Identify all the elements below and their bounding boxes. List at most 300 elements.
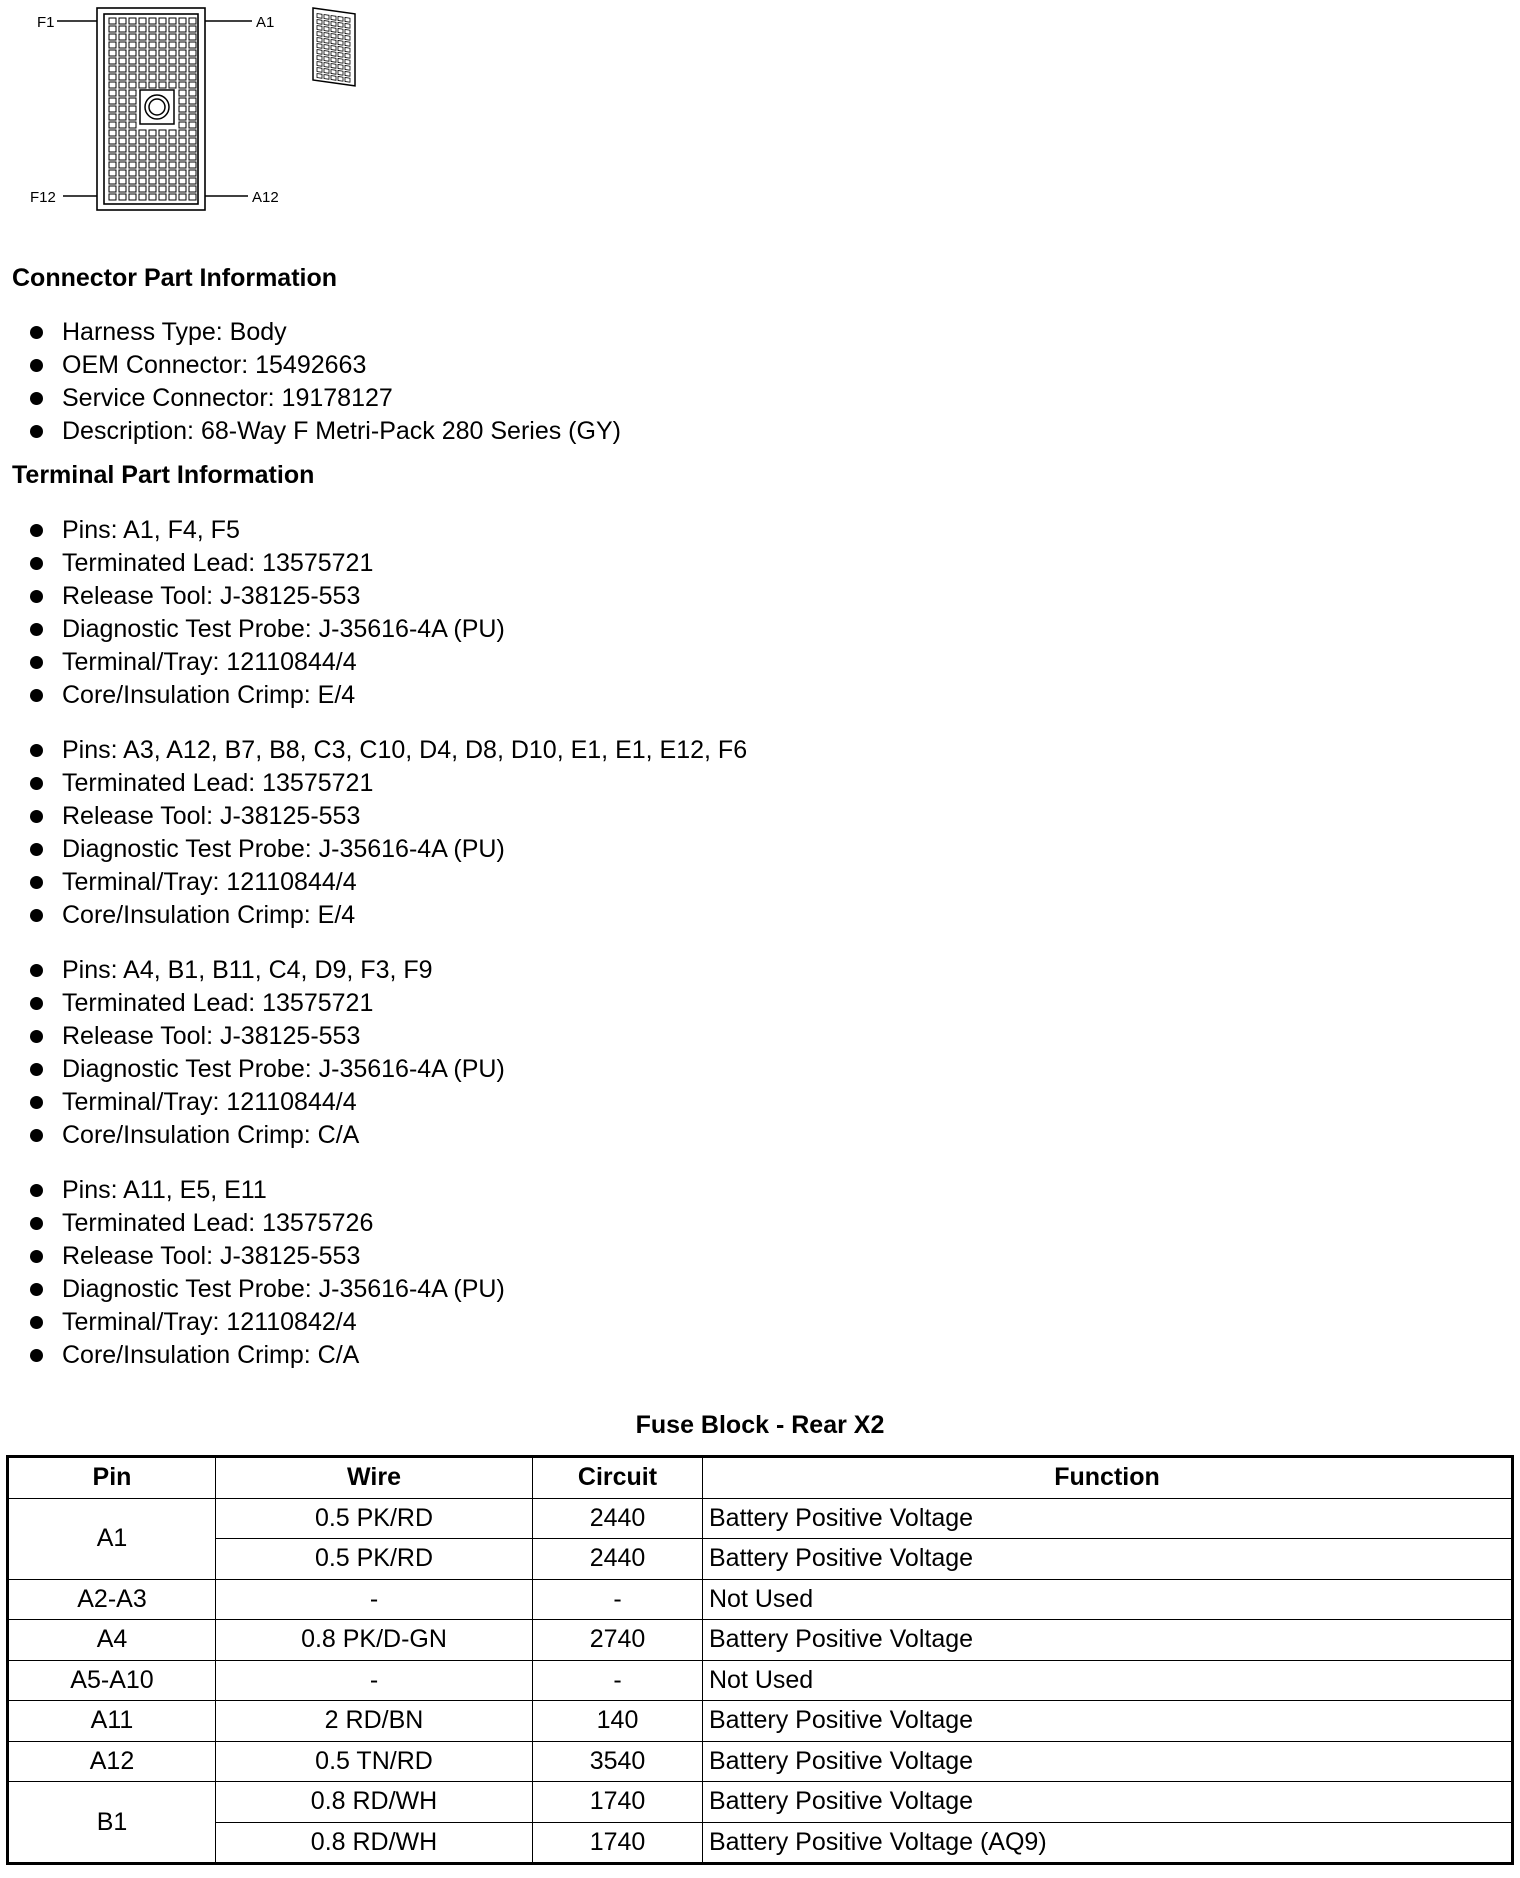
side-cavity	[331, 70, 336, 75]
cavity	[189, 18, 196, 24]
list-item: Core/Insulation Crimp: C/A	[0, 1119, 505, 1152]
side-cavity	[331, 46, 336, 51]
cavity	[109, 90, 116, 96]
cavity	[179, 186, 186, 192]
terminal-group-2	[0, 734, 747, 932]
side-cavity	[345, 77, 350, 82]
cavity	[149, 74, 156, 80]
table-caption: Fuse Block - Rear X2	[635, 1411, 885, 1439]
cavity	[129, 130, 136, 136]
side-cavity	[345, 35, 350, 40]
cavity	[129, 194, 136, 200]
cavity	[119, 186, 126, 192]
cavity	[129, 178, 136, 184]
list-item: Diagnostic Test Probe: J-35616-4A (PU)	[0, 613, 505, 646]
cavity	[129, 50, 136, 56]
cavity	[149, 146, 156, 152]
cavity	[149, 130, 156, 136]
cavity	[179, 138, 186, 144]
cavity	[159, 194, 166, 200]
side-cavity	[338, 71, 343, 76]
cavity	[139, 154, 146, 160]
side-cavity	[331, 76, 336, 81]
cavity	[109, 74, 116, 80]
side-cavity	[331, 58, 336, 63]
list-item: Pins: A4, B1, B11, C4, D9, F3, F9	[0, 954, 505, 987]
side-cavity	[338, 29, 343, 34]
cavity	[159, 146, 166, 152]
cavity	[119, 146, 126, 152]
cavity	[109, 162, 116, 168]
cavity	[109, 34, 116, 40]
cavity	[189, 50, 196, 56]
list-item: Terminated Lead: 13575721	[0, 987, 505, 1020]
circuit-cell: 2740	[533, 1620, 703, 1661]
cavity	[189, 194, 196, 200]
cavity	[169, 42, 176, 48]
cavity	[149, 34, 156, 40]
side-cavity	[345, 53, 350, 58]
cavity	[149, 178, 156, 184]
cavity	[139, 26, 146, 32]
cavity	[109, 42, 116, 48]
table-row	[8, 1782, 1513, 1823]
cavity	[179, 114, 186, 120]
cavity	[129, 154, 136, 160]
cavity	[109, 114, 116, 120]
cavity	[149, 26, 156, 32]
cavity	[169, 130, 176, 136]
cavity	[159, 58, 166, 64]
side-cavity	[338, 59, 343, 64]
cavity	[189, 74, 196, 80]
cavity	[109, 106, 116, 112]
cavity	[159, 178, 166, 184]
cavity	[189, 42, 196, 48]
cavity	[169, 186, 176, 192]
circuit-cell: -	[533, 1579, 703, 1620]
list-item: OEM Connector: 15492663	[0, 349, 621, 382]
terminal-group-3	[0, 954, 505, 1152]
side-cavity	[324, 27, 329, 32]
list-item: Terminal/Tray: 12110844/4	[0, 646, 505, 679]
side-cavity	[345, 23, 350, 28]
cavity	[139, 194, 146, 200]
list-item: Pins: A3, A12, B7, B8, C3, C10, D4, D8, D10, E1, E1, E12, F6	[0, 734, 747, 767]
side-cavity	[331, 22, 336, 27]
cavity	[179, 178, 186, 184]
function-cell: Battery Positive Voltage	[703, 1498, 1513, 1539]
cavity	[169, 162, 176, 168]
side-cavity	[324, 21, 329, 26]
list-item: Release Tool: J-38125-553	[0, 1020, 505, 1053]
connector-side-view-icon	[313, 8, 355, 86]
side-cavity	[324, 57, 329, 62]
cavity	[109, 66, 116, 72]
side-cavity	[324, 39, 329, 44]
cavity	[179, 58, 186, 64]
cavity	[179, 74, 186, 80]
cavity	[149, 50, 156, 56]
cavity	[129, 26, 136, 32]
pinout-table	[6, 1455, 1514, 1865]
cavity	[149, 18, 156, 24]
side-cavity	[338, 35, 343, 40]
cavity	[119, 50, 126, 56]
table-header-row	[8, 1457, 1513, 1499]
side-cavity	[345, 59, 350, 64]
side-cavity	[331, 52, 336, 57]
cavity	[189, 170, 196, 176]
circuit-cell: 1740	[533, 1782, 703, 1823]
list-item: Terminal/Tray: 12110844/4	[0, 1086, 505, 1119]
list-item: Diagnostic Test Probe: J-35616-4A (PU)	[0, 833, 747, 866]
cavity	[169, 154, 176, 160]
cavity	[129, 162, 136, 168]
side-cavity	[345, 47, 350, 52]
cavity	[109, 170, 116, 176]
cavity	[119, 34, 126, 40]
cavity	[189, 66, 196, 72]
function-cell: Not Used	[703, 1579, 1513, 1620]
cavity	[179, 146, 186, 152]
cavity	[189, 90, 196, 96]
cavity	[179, 122, 186, 128]
pin-cell: A4	[8, 1620, 216, 1661]
side-cavity	[345, 17, 350, 22]
cavity	[129, 114, 136, 120]
side-cavity	[331, 16, 336, 21]
cavity	[169, 58, 176, 64]
cavity	[179, 50, 186, 56]
table-row	[8, 1498, 1513, 1539]
list-item: Pins: A11, E5, E11	[0, 1174, 505, 1207]
cavity	[119, 114, 126, 120]
cavity	[179, 42, 186, 48]
cavity	[119, 170, 126, 176]
side-cavity	[324, 15, 329, 20]
wire-cell: 0.8 RD/WH	[216, 1782, 533, 1823]
list-item: Terminal/Tray: 12110844/4	[0, 866, 747, 899]
list-item: Terminated Lead: 13575721	[0, 547, 505, 580]
list-item: Release Tool: J-38125-553	[0, 580, 505, 613]
cavity	[189, 114, 196, 120]
cavity	[159, 186, 166, 192]
circuit-cell: 2440	[533, 1539, 703, 1580]
wire-cell: -	[216, 1660, 533, 1701]
table-row	[8, 1701, 1513, 1742]
cavity	[179, 18, 186, 24]
list-item: Release Tool: J-38125-553	[0, 1240, 505, 1273]
cavity	[119, 74, 126, 80]
side-cavity	[331, 40, 336, 45]
side-cavity	[338, 53, 343, 58]
cavity	[129, 138, 136, 144]
side-cavity	[338, 65, 343, 70]
cavity	[109, 186, 116, 192]
column-header-circuit: Circuit	[533, 1457, 703, 1499]
side-cavity	[338, 77, 343, 82]
cavity	[139, 74, 146, 80]
cavity	[129, 186, 136, 192]
side-cavity	[331, 64, 336, 69]
table-row	[8, 1660, 1513, 1701]
cavity	[119, 122, 126, 128]
list-item: Core/Insulation Crimp: C/A	[0, 1339, 505, 1372]
cavity	[169, 34, 176, 40]
cavity	[149, 66, 156, 72]
cavity	[189, 106, 196, 112]
cavity	[159, 74, 166, 80]
wire-cell: 0.8 RD/WH	[216, 1822, 533, 1864]
cavity	[169, 18, 176, 24]
cavity	[109, 26, 116, 32]
cavity	[149, 186, 156, 192]
side-cavity	[331, 28, 336, 33]
cavity	[139, 162, 146, 168]
pin-cell: A11	[8, 1701, 216, 1742]
pin-cell: B1	[8, 1782, 216, 1864]
cavity	[149, 194, 156, 200]
column-header-wire: Wire	[216, 1457, 533, 1499]
terminal-part-info-heading: Terminal Part Information	[12, 461, 315, 489]
side-cavity	[324, 45, 329, 50]
cavity	[109, 138, 116, 144]
side-cavity	[324, 75, 329, 80]
cavity	[119, 98, 126, 104]
cavity	[169, 194, 176, 200]
cavity	[149, 58, 156, 64]
cavity	[109, 82, 116, 88]
cavity	[139, 130, 146, 136]
cavity	[109, 178, 116, 184]
cavity	[139, 18, 146, 24]
cavity	[159, 154, 166, 160]
cavity	[109, 154, 116, 160]
cavity	[179, 106, 186, 112]
cavity	[179, 194, 186, 200]
list-item: Core/Insulation Crimp: E/4	[0, 679, 505, 712]
cavity	[129, 66, 136, 72]
cavity	[139, 178, 146, 184]
terminal-group-4	[0, 1174, 505, 1372]
wire-cell: 0.8 PK/D-GN	[216, 1620, 533, 1661]
cavity	[189, 130, 196, 136]
wire-cell: 0.5 PK/RD	[216, 1498, 533, 1539]
cavity	[159, 50, 166, 56]
cavity	[179, 66, 186, 72]
cavity	[129, 106, 136, 112]
side-cavity	[317, 44, 322, 49]
center-key	[140, 90, 174, 124]
terminal-group-1	[0, 514, 505, 712]
cavity	[179, 170, 186, 176]
side-cavity	[317, 20, 322, 25]
side-cavity	[317, 38, 322, 43]
list-item: Diagnostic Test Probe: J-35616-4A (PU)	[0, 1273, 505, 1306]
cavity	[119, 82, 126, 88]
cavity	[139, 58, 146, 64]
side-cavity	[338, 41, 343, 46]
table-row	[8, 1539, 1513, 1580]
cavity	[159, 82, 166, 88]
function-cell: Battery Positive Voltage	[703, 1620, 1513, 1661]
side-cavity	[317, 14, 322, 19]
cavity	[139, 170, 146, 176]
cavity	[109, 146, 116, 152]
list-item: Diagnostic Test Probe: J-35616-4A (PU)	[0, 1053, 505, 1086]
cavity	[109, 122, 116, 128]
circuit-cell: 3540	[533, 1741, 703, 1782]
cavity	[189, 154, 196, 160]
cavity	[149, 42, 156, 48]
cavity	[129, 82, 136, 88]
circuit-cell: 2440	[533, 1498, 703, 1539]
cavity	[189, 138, 196, 144]
cavity	[179, 90, 186, 96]
side-cavity	[345, 65, 350, 70]
side-cavity	[317, 74, 322, 79]
cavity	[169, 146, 176, 152]
cavity	[119, 90, 126, 96]
pin-cell: A5-A10	[8, 1660, 216, 1701]
list-item: Terminal/Tray: 12110842/4	[0, 1306, 505, 1339]
cavity	[119, 194, 126, 200]
list-item: Service Connector: 19178127	[0, 382, 621, 415]
cavity	[139, 50, 146, 56]
cavity	[119, 66, 126, 72]
cavity	[129, 122, 136, 128]
cavity	[139, 138, 146, 144]
cavity	[129, 42, 136, 48]
table-row	[8, 1579, 1513, 1620]
side-cavity	[317, 50, 322, 55]
cavity	[129, 146, 136, 152]
list-item: Pins: A1, F4, F5	[0, 514, 505, 547]
cavity	[169, 74, 176, 80]
function-cell: Battery Positive Voltage (AQ9)	[703, 1822, 1513, 1864]
cavity	[189, 122, 196, 128]
cavity	[159, 34, 166, 40]
side-cavity	[324, 51, 329, 56]
function-cell: Battery Positive Voltage	[703, 1701, 1513, 1742]
side-cavity	[345, 29, 350, 34]
pin-cell: A12	[8, 1741, 216, 1782]
circuit-cell: 140	[533, 1701, 703, 1742]
cavity	[159, 130, 166, 136]
circuit-cell: 1740	[533, 1822, 703, 1864]
cavity	[129, 34, 136, 40]
cavity	[119, 138, 126, 144]
cavity	[119, 26, 126, 32]
cavity	[169, 82, 176, 88]
side-cavity	[324, 69, 329, 74]
cavity	[139, 146, 146, 152]
cavity	[109, 50, 116, 56]
cavity	[149, 82, 156, 88]
cavity	[149, 154, 156, 160]
cavity	[159, 26, 166, 32]
list-item: Description: 68-Way F Metri-Pack 280 Series (GY)	[0, 415, 621, 448]
side-cavity	[331, 34, 336, 39]
circuit-cell: -	[533, 1660, 703, 1701]
table-row	[8, 1741, 1513, 1782]
cavity	[189, 186, 196, 192]
column-header-function: Function	[703, 1457, 1513, 1499]
cavity	[129, 90, 136, 96]
cavity	[189, 98, 196, 104]
cavity	[139, 66, 146, 72]
cavity	[169, 26, 176, 32]
wire-cell: -	[216, 1579, 533, 1620]
pin-cell: A2-A3	[8, 1579, 216, 1620]
wire-cell: 0.5 TN/RD	[216, 1741, 533, 1782]
cavity	[179, 130, 186, 136]
cavity	[109, 98, 116, 104]
function-cell: Battery Positive Voltage	[703, 1539, 1513, 1580]
callout-f1: F1	[37, 14, 55, 31]
cavity	[109, 130, 116, 136]
cavity	[109, 18, 116, 24]
callout-f12: F12	[30, 189, 56, 206]
cavity	[189, 162, 196, 168]
cavity	[139, 42, 146, 48]
cavity	[189, 26, 196, 32]
wire-cell: 0.5 PK/RD	[216, 1539, 533, 1580]
cavity	[119, 42, 126, 48]
cavity	[189, 82, 196, 88]
function-cell: Battery Positive Voltage	[703, 1741, 1513, 1782]
list-item: Core/Insulation Crimp: E/4	[0, 899, 747, 932]
callout-a1: A1	[256, 14, 275, 31]
cavity	[129, 58, 136, 64]
side-cavity	[317, 26, 322, 31]
list-item: Release Tool: J-38125-553	[0, 800, 747, 833]
cavity	[189, 146, 196, 152]
cavity	[139, 186, 146, 192]
cavity	[189, 34, 196, 40]
cavity	[149, 162, 156, 168]
function-cell: Not Used	[703, 1660, 1513, 1701]
list-item: Terminated Lead: 13575726	[0, 1207, 505, 1240]
connector-part-info-heading: Connector Part Information	[12, 264, 338, 292]
cavity	[189, 178, 196, 184]
side-cavity	[345, 41, 350, 46]
side-cavity	[338, 23, 343, 28]
cavity	[129, 18, 136, 24]
cavity	[149, 170, 156, 176]
cavity	[139, 34, 146, 40]
cavity	[169, 50, 176, 56]
cavity	[169, 66, 176, 72]
cavity	[159, 170, 166, 176]
cavity	[179, 26, 186, 32]
cavity	[119, 178, 126, 184]
cavity	[119, 18, 126, 24]
list-item: Harness Type: Body	[0, 316, 621, 349]
cavity	[139, 82, 146, 88]
side-cavity	[324, 33, 329, 38]
cavity	[119, 162, 126, 168]
cavity	[159, 66, 166, 72]
side-cavity	[338, 47, 343, 52]
function-cell: Battery Positive Voltage	[703, 1782, 1513, 1823]
wire-cell: 2 RD/BN	[216, 1701, 533, 1742]
list-item: Terminated Lead: 13575721	[0, 767, 747, 800]
cavity	[159, 162, 166, 168]
side-cavity	[338, 17, 343, 22]
column-header-pin: Pin	[8, 1457, 216, 1499]
